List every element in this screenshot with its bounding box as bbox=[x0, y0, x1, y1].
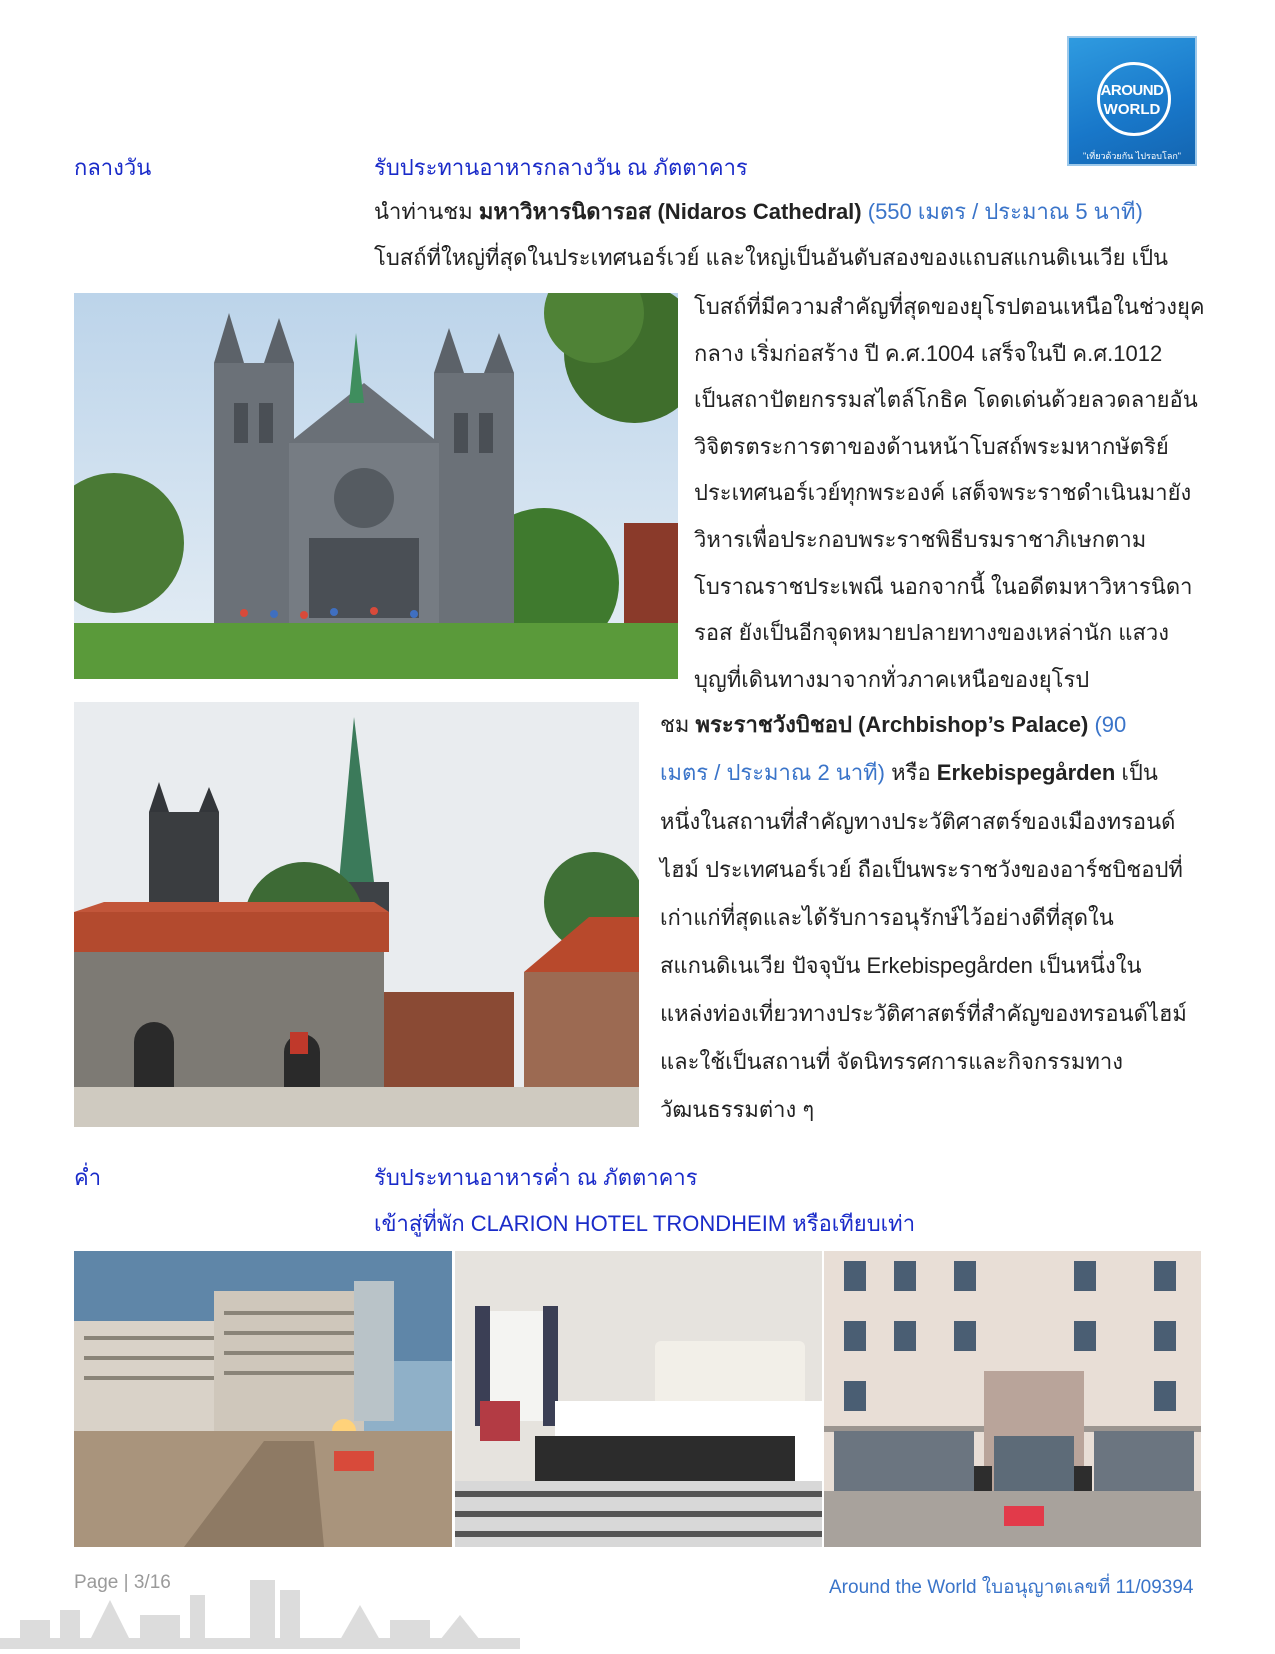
palace-prefix: ชม bbox=[660, 712, 696, 737]
cathedral-desc-line: วิหารเพื่อประกอบพระราชพิธีบรมราชาภิเษกตาม bbox=[694, 526, 1147, 552]
page-number: Page | 3/16 bbox=[74, 1572, 171, 1593]
cathedral-desc-line: บุญที่เดินทางมาจากทั่วภาคเหนือของยุโรป bbox=[694, 666, 1090, 692]
palace-desc-line: และใช้เป็นสถานที่ จัดนิทรรศการและกิจกรรมทาง bbox=[660, 1049, 1123, 1074]
cathedral-photo bbox=[74, 293, 678, 679]
cathedral-desc-line: รอส ยังเป็นอีกจุดหมายปลายทางของเหล่านัก แสวง bbox=[694, 620, 1169, 646]
globe-icon bbox=[1097, 62, 1171, 136]
dinner-label: ค่ำ bbox=[74, 1165, 102, 1190]
palace-distance-line bbox=[660, 758, 1158, 788]
logo-text-world: WORLD bbox=[1103, 101, 1161, 118]
cathedral-description bbox=[694, 284, 1205, 703]
cathedral-desc-line: โบราณราชประเพณี นอกจากนี้ ในอดีตมหาวิหารนิดา bbox=[694, 573, 1193, 599]
license-text: Around the World ใบอนุญาตเลขที่ 11/09394 bbox=[829, 1577, 1194, 1598]
lunch-meal: รับประทานอาหารกลางวัน ณ ภัตตาคาร bbox=[374, 155, 748, 180]
palace-distance-a: (90 bbox=[1088, 712, 1127, 737]
cathedral-desc-line: เป็นสถาปัตยกรรมสไตล์โกธิค โดดเด่นด้วยลวดลายอัน bbox=[694, 387, 1198, 413]
hotel-entrance-photo bbox=[824, 1251, 1201, 1547]
palace-desc-line: หนึ่งในสถานที่สำคัญทางประวัติศาสตร์ของเมืองทรอนด์ bbox=[660, 809, 1176, 834]
palace-photo bbox=[74, 702, 639, 1127]
palace-alt-name: Erkebispegården bbox=[936, 760, 1116, 785]
hotel-line: เข้าสู่ที่พัก CLARION HOTEL TRONDHEIM หรือเทียบเท่า bbox=[374, 1211, 916, 1236]
palace-desc-line: สแกนดิเนเวีย ปัจจุบัน Erkebispegården เป็นหนึ่งใน bbox=[660, 953, 1142, 978]
logo-text-around: AROUND bbox=[1100, 82, 1164, 99]
hotel-room-photo bbox=[455, 1251, 822, 1547]
cathedral-desc-line: โบสถ์ที่มีความสำคัญที่สุดของยุโรปตอนเหนือในช่วงยุค bbox=[694, 294, 1205, 319]
cathedral-desc-line: ประเทศนอร์เวย์ทุกพระองค์ เสด็จพระราชดำเนินมายัง bbox=[694, 480, 1192, 506]
palace-name: พระราชวังบิชอป (Archbishop’s Palace) bbox=[695, 712, 1089, 737]
palace-desc-line: วัฒนธรรมต่าง ๆ bbox=[660, 1097, 815, 1122]
lunch-label: กลางวัน bbox=[74, 155, 152, 180]
dinner-meal: รับประทานอาหารค่ำ ณ ภัตตาคาร bbox=[374, 1165, 698, 1190]
cathedral-intro bbox=[374, 197, 1143, 227]
cathedral-desc-line: โบสถ์ที่ใหญ่ที่สุดในประเทศนอร์เวย์ และใหญ่เป็นอันดับสองของแถบสแกนดิเนเวีย เป็น bbox=[374, 245, 1169, 270]
company-logo bbox=[1067, 36, 1197, 166]
cathedral-desc-line: วิจิตรตระการตาของด้านหน้าโบสถ์พระมหากษัตริย์ bbox=[694, 433, 1169, 459]
palace-after-alt: เป็น bbox=[1115, 760, 1158, 785]
palace-desc-line: ไฮม์ ประเทศนอร์เวย์ ถือเป็นพระราชวังของอาร์ชบิชอปที่ bbox=[660, 857, 1183, 882]
palace-desc-line: เก่าแก่ที่สุดและได้รับการอนุรักษ์ไว้อย่างดีที่สุดใน bbox=[660, 905, 1114, 930]
palace-or: หรือ bbox=[885, 760, 937, 785]
palace-intro bbox=[660, 710, 1126, 740]
logo-tagline: "เที่ยวด้วยกัน ไปรอบโลก" bbox=[1083, 151, 1181, 161]
cathedral-name: มหาวิหารนิดารอส (Nidaros Cathedral) bbox=[478, 199, 862, 224]
palace-desc-line: แหล่งท่องเที่ยวทางประวัติศาสตร์ที่สำคัญของทรอนด์ไฮม์ bbox=[660, 1001, 1187, 1026]
hotel-exterior-photo bbox=[74, 1251, 452, 1547]
cathedral-distance: (550 เมตร / ประมาณ 5 นาที) bbox=[861, 199, 1143, 224]
palace-distance-b: เมตร / ประมาณ 2 นาที) bbox=[660, 760, 886, 785]
palace-description bbox=[660, 798, 1187, 1134]
intro-prefix: นำท่านชม bbox=[374, 199, 479, 224]
cathedral-desc-line: กลาง เริ่มก่อสร้าง ปี ค.ศ.1004 เสร็จในปี ค.ศ.1012 bbox=[694, 340, 1163, 366]
